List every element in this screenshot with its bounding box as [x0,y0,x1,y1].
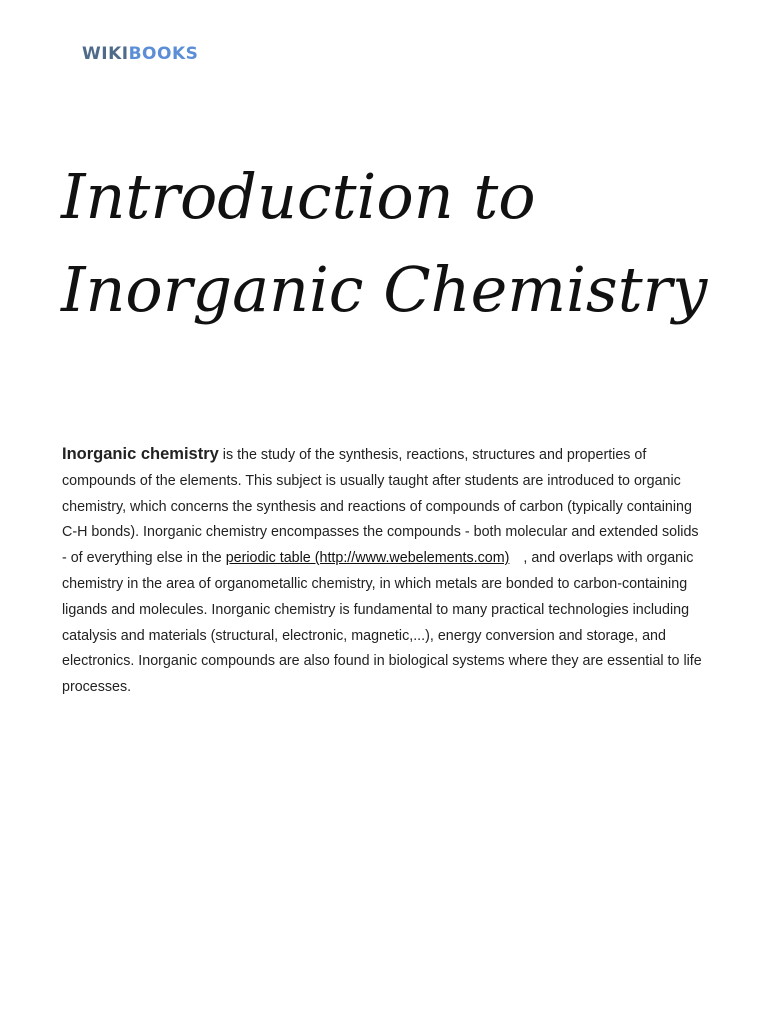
periodic-table-link[interactable]: periodic table (http://www.webelements.com) [225,550,510,567]
page-title [61,150,751,336]
intro-text-part-2: , and overlaps with organic chemistry in the area of organometallic chemistry, in which metals are bonded to carbon-containing ligands and molecules. Inorganic chemistry is fundamental to many practical technologies including catalysis and materials (structural, electronic, magnetic,...), energy conversion and storage, and electronics. Inorganic compounds are also found in biological systems where they are essential to life processes. [62,550,702,696]
logo-wiki-text: WIKI [82,44,129,64]
title-line-1: Introduction to [61,160,536,233]
title-line-2: Inorganic Chemistry [61,253,708,326]
intro-text-part-1: is the study of the synthesis, reactions, structures and properties of compounds of the elements. This subject is usually taught after students are introduced to organic chemistry, which concerns the synthesis and reactions of compounds of carbon (typically containing C-H bonds). Inorganic chemistry encompasses the compounds - both molecular and extended solids - of everything else in the [62,447,699,567]
wikibooks-logo[interactable] [82,44,198,64]
intro-lead-term: Inorganic chemistry [62,445,219,463]
logo-books-text: BOOKS [128,44,199,64]
intro-paragraph [62,442,702,701]
